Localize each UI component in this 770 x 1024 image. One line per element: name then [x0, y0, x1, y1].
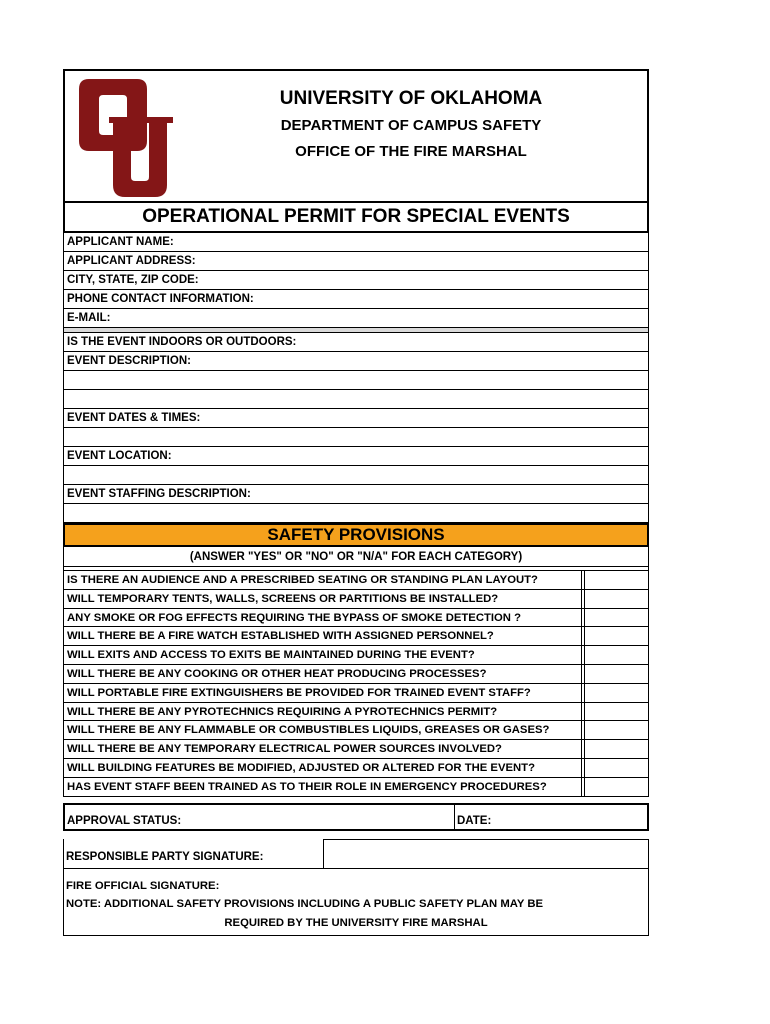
safety-question-text: ANY SMOKE OR FOG EFFECTS REQUIRING THE BYPASS OF SMOKE DETECTION ?: [64, 609, 582, 627]
safety-question-row: [63, 590, 649, 609]
safety-answer-field[interactable]: [585, 590, 648, 608]
safety-question-row: [63, 703, 649, 722]
safety-answer-field[interactable]: [585, 778, 648, 796]
approval-row: [63, 803, 649, 831]
event-location-line[interactable]: [63, 466, 649, 485]
safety-question-text: WILL THERE BE ANY PYROTECHNICS REQUIRING A PYROTECHNICS PERMIT?: [64, 703, 582, 721]
safety-question-row: [63, 759, 649, 778]
safety-question-row: [63, 778, 649, 797]
fire-official-signature-label[interactable]: FIRE OFFICIAL SIGNATURE:: [66, 879, 220, 892]
safety-question-text: WILL EXITS AND ACCESS TO EXITS BE MAINTAINED DURING THE EVENT?: [64, 646, 582, 664]
event-location-field[interactable]: EVENT LOCATION:: [63, 447, 649, 466]
date-field[interactable]: DATE:: [457, 814, 492, 827]
safety-answer-field[interactable]: [585, 684, 648, 702]
safety-question-row: [63, 665, 649, 684]
safety-question-row: [63, 684, 649, 703]
ou-logo-icon: [79, 77, 175, 199]
safety-answer-field[interactable]: [585, 721, 648, 739]
event-staffing-field[interactable]: EVENT STAFFING DESCRIPTION:: [63, 485, 649, 504]
safety-question-text: WILL BUILDING FEATURES BE MODIFIED, ADJUSTED OR ALTERED FOR THE EVENT?: [64, 759, 582, 777]
responsible-party-signature-label: RESPONSIBLE PARTY SIGNATURE:: [64, 839, 324, 868]
event-dates-times-field[interactable]: EVENT DATES & TIMES:: [63, 409, 649, 428]
event-description-line[interactable]: [63, 390, 649, 409]
event-dates-line[interactable]: [63, 428, 649, 447]
safety-question-row: [63, 740, 649, 759]
note-line-2: REQUIRED BY THE UNIVERSITY FIRE MARSHAL: [224, 916, 488, 929]
phone-contact-field[interactable]: PHONE CONTACT INFORMATION:: [63, 290, 649, 309]
safety-question-row: [63, 571, 649, 590]
event-staffing-line[interactable]: [63, 504, 649, 523]
safety-question-text: WILL THERE BE ANY COOKING OR OTHER HEAT PRODUCING PROCESSES?: [64, 665, 582, 683]
university-title: UNIVERSITY OF OKLAHOMA: [279, 88, 543, 109]
fire-official-block: [63, 869, 649, 937]
safety-answer-field[interactable]: [585, 759, 648, 777]
safety-answer-field[interactable]: [585, 703, 648, 721]
applicant-address-field[interactable]: APPLICANT ADDRESS:: [63, 252, 649, 271]
email-field[interactable]: E-MAIL:: [63, 309, 649, 328]
safety-question-row: [63, 721, 649, 740]
responsible-party-row: [63, 839, 649, 869]
safety-answer-field[interactable]: [585, 646, 648, 664]
safety-question-list: [63, 571, 649, 797]
city-state-zip-field[interactable]: CITY, STATE, ZIP CODE:: [63, 271, 649, 290]
safety-answer-field[interactable]: [585, 665, 648, 683]
safety-question-row: [63, 627, 649, 646]
safety-answer-field[interactable]: [585, 571, 648, 589]
safety-question-text: WILL THERE BE ANY TEMPORARY ELECTRICAL POWER SOURCES INVOLVED?: [64, 740, 582, 758]
safety-question-text: WILL PORTABLE FIRE EXTINGUISHERS BE PROVIDED FOR TRAINED EVENT STAFF?: [64, 684, 582, 702]
applicant-name-field[interactable]: APPLICANT NAME:: [63, 233, 649, 252]
safety-question-row: [63, 646, 649, 665]
safety-question-text: IS THERE AN AUDIENCE AND A PRESCRIBED SEATING OR STANDING PLAN LAYOUT?: [64, 571, 582, 589]
event-description-line[interactable]: [63, 371, 649, 390]
note-line-1: NOTE: ADDITIONAL SAFETY PROVISIONS INCLUDING A PUBLIC SAFETY PLAN MAY BE: [66, 898, 544, 911]
safety-question-text: WILL TEMPORARY TENTS, WALLS, SCREENS OR PARTITIONS BE INSTALLED?: [64, 590, 582, 608]
responsible-party-signature-field[interactable]: [324, 839, 648, 868]
department-title: DEPARTMENT OF CAMPUS SAFETY: [280, 117, 542, 134]
event-description-field[interactable]: EVENT DESCRIPTION:: [63, 352, 649, 371]
form-header: [63, 69, 649, 201]
safety-answer-field[interactable]: [585, 609, 648, 627]
office-title: OFFICE OF THE FIRE MARSHAL: [295, 143, 527, 160]
safety-question-text: HAS EVENT STAFF BEEN TRAINED AS TO THEIR ROLE IN EMERGENCY PROCEDURES?: [64, 778, 582, 796]
permit-form: [63, 69, 649, 936]
safety-question-text: WILL THERE BE A FIRE WATCH ESTABLISHED WITH ASSIGNED PERSONNEL?: [64, 627, 582, 645]
safety-question-row: [63, 609, 649, 628]
safety-answer-field[interactable]: [585, 627, 648, 645]
safety-question-text: WILL THERE BE ANY FLAMMABLE OR COMBUSTIBLES LIQUIDS, GREASES OR GASES?: [64, 721, 582, 739]
safety-answer-field[interactable]: [585, 740, 648, 758]
indoors-outdoors-field[interactable]: IS THE EVENT INDOORS OR OUTDOORS:: [63, 333, 649, 352]
permit-title: OPERATIONAL PERMIT FOR SPECIAL EVENTS: [63, 201, 649, 233]
approval-status-field[interactable]: APPROVAL STATUS:: [65, 805, 455, 829]
safety-provisions-header: SAFETY PROVISIONS: [63, 523, 649, 547]
safety-instruction: (ANSWER "YES" OR "NO" OR "N/A" FOR EACH CATEGORY): [63, 547, 649, 567]
